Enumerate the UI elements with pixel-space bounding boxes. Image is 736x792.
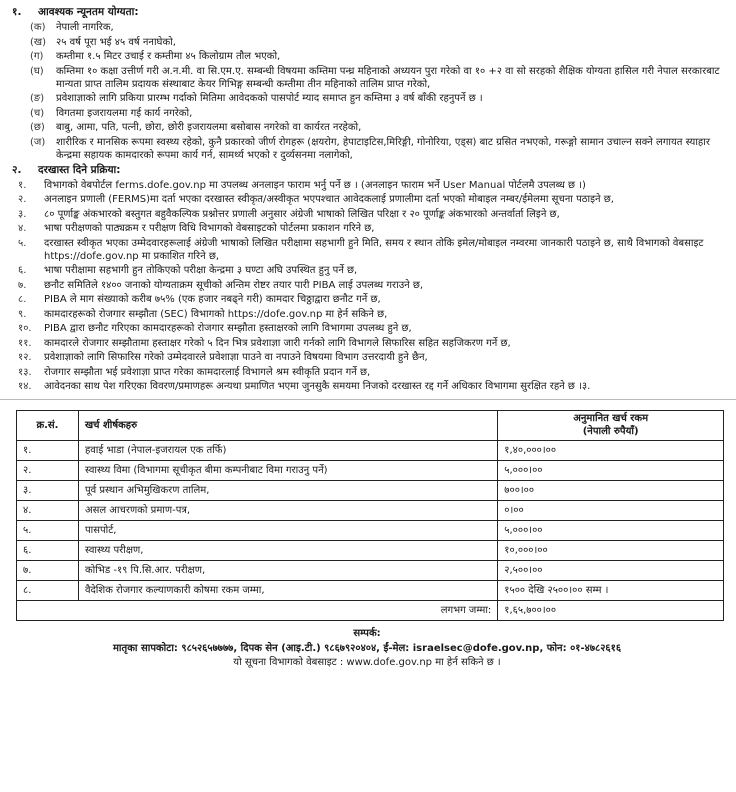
cost-table — [16, 410, 724, 621]
section-title: आवश्यक न्यूनतम योग्यता: — [38, 6, 139, 18]
list-item — [30, 21, 722, 34]
list-item-text: नेपाली नागरिक, — [56, 22, 114, 34]
list-item — [30, 107, 722, 120]
list-item-text: आवेदनका साथ पेश गरिएका विवरण/प्रमाणहरू अन्यथा प्रमाणित भएमा जुनसुकै समयमा निजको दरखास्त रद्द गर्ने अधिकार विभागमा सुरक्षित रहने छ ।३. — [44, 381, 591, 393]
list-item-label: (ग) — [30, 51, 44, 63]
cell-amt: ५,०००।०० — [498, 461, 724, 481]
cell-amt: ०।०० — [498, 501, 724, 521]
header-amount — [498, 411, 724, 441]
list-item — [30, 136, 722, 162]
list-item-text: भाषा परीक्षामा सहभागी हुन तोकिएको परीक्षा केन्द्रमा ३ घण्टा अघि उपस्थित हुनु पर्ने छ, — [44, 265, 358, 277]
table-row — [17, 501, 724, 521]
process-list — [14, 179, 722, 394]
cell-sn: ५. — [17, 521, 79, 541]
list-item-text: दरखास्त स्वीकृत भएका उम्मेदवारहरूलाई अंग्रेजी भाषाको लिखित परीक्षामा सहभागी हुने मिति, समय र स्थान तोकि इमेल/मोबाइल नम्वरमा जानकारी पठाइने छ, साथै विभागको वेबसाइट https://dofe.gov.np मा प्रकाशित गरिने छ, — [44, 237, 704, 262]
section-number: २. — [12, 163, 22, 176]
contact-block — [12, 627, 722, 671]
list-item — [30, 92, 722, 105]
list-item — [14, 380, 722, 393]
cell-sn: ८. — [17, 581, 79, 601]
cell-amt: ५,०००।०० — [498, 521, 724, 541]
list-item — [30, 36, 722, 49]
cell-sn: २. — [17, 461, 79, 481]
list-item-text: भाषा परीक्षणको पाठ्यक्रम र परीक्षण विधि विभागको वेबसाइटको पोर्टलमा प्रकाशन गरिने छ, — [44, 223, 375, 235]
cell-sn: १. — [17, 441, 79, 461]
section-eligibility — [12, 6, 722, 162]
list-item-label: (घ) — [30, 65, 44, 77]
table-row — [17, 561, 724, 581]
list-item-label: १३. — [18, 366, 32, 378]
list-item — [14, 337, 722, 350]
list-item — [14, 366, 722, 379]
list-item — [30, 65, 722, 91]
cell-desc: वैदेशिक रोजगार कल्याणकारी कोषमा रकम जम्मा, — [78, 581, 497, 601]
cell-amt: २,५००।०० — [498, 561, 724, 581]
list-item-text: कम्तिमा १० कक्षा उत्तीर्ण गरी अ.न.मी. वा सि.एम.ए. सम्बन्धी विषयमा कम्तिमा पन्ध्र महिनाको अध्ययन पुरा गरेको वा १० +२ वा सो सरहको शैक्षिक योग्यता हासिल गरी नेपाल सरकारबाट मान्यता प्राप्त तालिम प्रदायक संस्थाबाट केयर गिभिङ्ग सम्बन्धी कम्तीमा तीन महिनाको तालिम प्राप्त गरेको, — [56, 65, 720, 90]
total-row — [17, 601, 724, 621]
section-number: १. — [12, 6, 22, 18]
list-item-label: ३. — [18, 208, 27, 220]
cell-desc: कोभिड -१९ पि.सि.आर. परीक्षण, — [78, 561, 497, 581]
list-item-label: ८. — [18, 294, 27, 306]
list-item — [30, 121, 722, 134]
cell-amt: ७००।०० — [498, 481, 724, 501]
list-item-label: ७. — [18, 279, 27, 291]
list-item-label: १४. — [18, 381, 32, 393]
cell-amt: १०,०००।०० — [498, 541, 724, 561]
list-item-label: (छ) — [30, 122, 45, 134]
list-item-text: PIBA ले माग संख्याको करीब ७५% (एक हजार नबढ्ने गरी) कामदार चिठ्ठाद्वारा छनौट गर्ने छ, — [44, 294, 381, 306]
list-item-label: १२. — [18, 352, 32, 364]
list-item-label: ४. — [18, 223, 27, 235]
eligibility-list — [30, 21, 722, 162]
list-item — [14, 264, 722, 277]
list-item — [14, 237, 722, 263]
list-item-text: विगतमा इजरायलमा गई कार्य नगरेको, — [56, 107, 193, 119]
list-item-text: शारीरिक र मानसिक रूपमा स्वस्थ्य रहेको, कुनै प्रकारको जीर्ण रोगहरू (क्षयरोग, हेपाटाइटिस,मिरिङ्गी, गोनोरिया, एड्स) बाट ग्रसित नभएको, गरूङ्गो सामान उचाल्न सक्ने लगायत स्याहार केन्द्रमा सहायक कामदारको रूपमा कार्य गर्न, सामर्थ्य भएको र दुर्व्यसनमा नलागेको, — [56, 136, 710, 161]
list-item-label: (च) — [30, 107, 45, 119]
list-item-text: प्रवेशाज्ञाको लागि प्रकिया प्रारम्भ गर्दाको मितिमा आवेदकको पासपोर्ट म्याद समाप्त हुन कम्तिमा ३ वर्ष बाँकी रहनुपर्ने छ । — [56, 93, 483, 105]
list-item — [14, 322, 722, 335]
section-heading — [12, 164, 722, 178]
header-sn: क्र.सं. — [17, 411, 79, 441]
table-row — [17, 461, 724, 481]
contact-details: मातृका सापकोटा: ९८५२६५७७७७, दिपक सेन (आइ.टी.) ९८६७९२०४०४, ईं-मेल: israelsec@dofe.gov.np, फोन: ०१-४७८२६१६ — [112, 642, 622, 654]
list-item — [14, 222, 722, 235]
list-item-text: छनौट समितिले १४०० जनाको योग्यताक्रम सूचीको अन्तिम रोष्टर तयार पारी PIBA लाई उपलब्ध गराउने छ, — [44, 279, 424, 291]
list-item — [14, 208, 722, 221]
table-header-row — [17, 411, 724, 441]
total-label: लगभग जम्मा: — [17, 601, 498, 621]
list-item-text: कम्तीमा १.५ मिटर उचाई र कम्तीमा ४५ किलोग्राम तौल भएको, — [56, 51, 281, 63]
list-item-label: (ख) — [30, 36, 46, 48]
list-item-text: बाबु, आमा, पति, पत्नी, छोरा, छोरी इजरायलमा बसोबास नगरेको वा कार्यरत नरहेको, — [56, 122, 362, 134]
list-item — [14, 279, 722, 292]
list-item-label: ६. — [18, 265, 27, 277]
cell-amt: १५०० देखि २५००।०० सम्म । — [498, 581, 724, 601]
table-row — [17, 441, 724, 461]
cell-amt: १,४०,०००।०० — [498, 441, 724, 461]
cell-sn: ६. — [17, 541, 79, 561]
header-amount-line1: अनुमानित खर्च रकम — [573, 413, 649, 425]
cost-table-body — [17, 441, 724, 621]
list-item-label: १०. — [18, 323, 32, 335]
list-item-label: ५. — [18, 237, 27, 249]
table-row — [17, 541, 724, 561]
header-desc: खर्च शीर्षकहरु — [78, 411, 497, 441]
list-item-text: ८० पूर्णाङ्क अंकभारको बस्तुगत बहुवैकल्पिक प्रश्नोत्तर प्रणाली अनुसार अंग्रेजी भाषाको लिखित परिक्षा र २० पूर्णाङ्क अंकभारको अन्तर्वार्ता लिइने छ, — [44, 208, 560, 220]
list-item-label: २. — [18, 194, 27, 206]
list-item — [14, 193, 722, 206]
cell-sn: ४. — [17, 501, 79, 521]
cell-sn: ७. — [17, 561, 79, 581]
cell-desc: पासपोर्ट, — [78, 521, 497, 541]
section-heading — [12, 6, 722, 20]
cell-desc: हवाई भाडा (नेपाल-इजरायल एक तर्फि) — [78, 441, 497, 461]
divider — [0, 399, 736, 400]
cell-desc: स्वास्थ्य विमा (विभागमा सूचीकृत बीमा कम्पनीबाट विमा गराउनु पर्ने) — [78, 461, 497, 481]
list-item-label: १. — [18, 179, 27, 191]
list-item-label: ९. — [18, 308, 27, 320]
section-application-process — [12, 164, 722, 394]
list-item-text: कामदारले रोजगार सम्झौतामा हस्ताक्षर गरेको ५ दिन भित्र प्रवेशाज्ञा जारी गर्नको लागि विभागले सिफारिस सहित सहजिकरण गर्ने छ, — [44, 337, 511, 349]
list-item — [14, 308, 722, 321]
table-row — [17, 581, 724, 601]
cell-desc: असल आचरणको प्रमाण-पत्र, — [78, 501, 497, 521]
list-item — [14, 293, 722, 306]
table-row — [17, 481, 724, 501]
list-item-label: (ज) — [30, 136, 46, 148]
cell-sn: ३. — [17, 481, 79, 501]
table-row — [17, 521, 724, 541]
list-item — [30, 50, 722, 63]
cell-desc: स्वास्थ्य परीक्षण, — [78, 541, 497, 561]
header-amount-line2: (नेपाली रुपैयाँ) — [582, 425, 639, 437]
contact-title: सम्पर्क: — [353, 628, 381, 640]
list-item-label: (क) — [30, 22, 46, 34]
list-item-text: प्रवेशाज्ञाको लागि सिफारिस गरेको उम्मेदवारले प्रवेशाज्ञा पाउने वा नपाउने विषयमा विभाग उत्तरदायी हुने छैन, — [44, 352, 428, 364]
list-item-text: PIBA द्वारा छनौट गरिएका कामदारहरूको रोजगार सम्झौता हस्ताक्षरको लागि विभागमा उपलब्ध हुने छ, — [44, 323, 412, 335]
list-item-text: विभागको वेबपोर्टल ferms.dofe.gov.np मा उपलब्ध अनलाइन फाराम भर्नु पर्ने छ । (अनलाइन फाराम भर्ने User Manual पोर्टलमै उपलब्ध छ ।) — [44, 179, 586, 191]
section-title: दरखास्त दिने प्रक्रिया: — [38, 163, 121, 176]
list-item-text: अनलाइन प्रणाली (FERMS)मा दर्ता भएका दरखास्त स्वीकृत/अस्वीकृत भएपश्चात आवेदकलाई प्रणालीमा दर्ता भएको मोबाइल नम्बर/ईमेलमा सूचना पठाइने छ, — [44, 194, 614, 206]
total-amount: १,६५,७००।०० — [498, 601, 724, 621]
list-item — [14, 179, 722, 192]
list-item-label: (ङ) — [30, 93, 45, 105]
list-item — [14, 351, 722, 364]
list-item-text: रोजगार सम्झौता भई प्रवेशाज्ञा प्राप्त गरेका कामदारलाई विभागले श्रम स्वीकृति प्रदान गर्ने छ, — [44, 366, 371, 378]
list-item-text: कामदारहरूको रोजगार सम्झौता (SEC) विभागको https://dofe.gov.np मा हेर्न सकिने छ, — [44, 308, 388, 320]
list-item-text: २५ वर्ष पूरा भई ४५ वर्ष ननाघेको, — [56, 36, 176, 48]
cell-desc: पूर्व प्रस्थान अभिमुखिकरण तालिम, — [78, 481, 497, 501]
list-item-label: ११. — [18, 337, 32, 349]
website-note: यो सूचना विभागको वेबसाइट : www.dofe.gov.np मा हेर्न सकिने छ । — [233, 657, 501, 669]
